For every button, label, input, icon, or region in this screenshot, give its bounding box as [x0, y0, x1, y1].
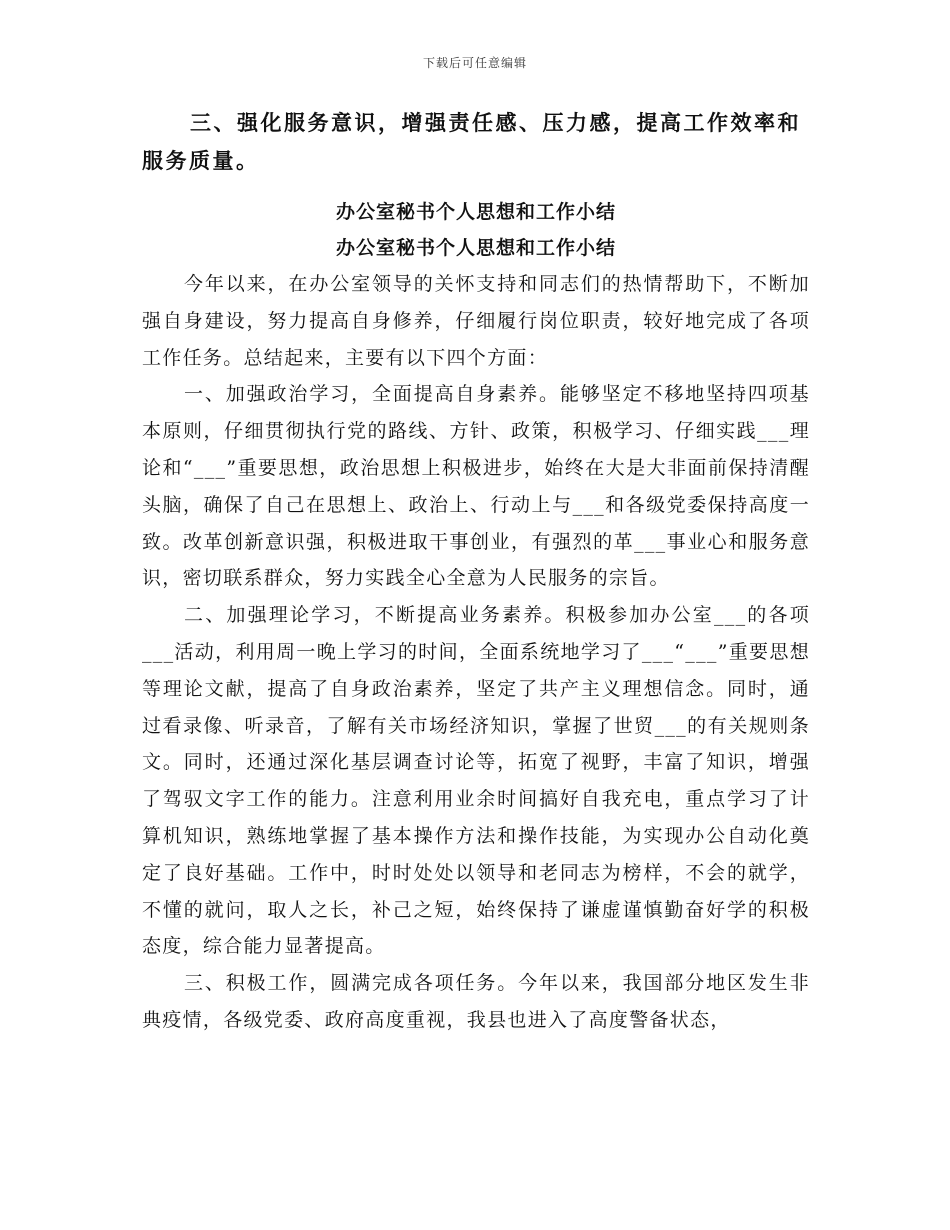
paragraph-intro: 今年以来，在办公室领导的关怀支持和同志们的热情帮助下，不断加强自身建设，努力提高自身修养，仔细履行岗位职责，较好地完成了各项工作任务。总结起来，主要有以下四个方面：	[142, 273, 810, 369]
page-header: 下载后可任意编辑	[422, 56, 527, 70]
paragraph-theory-study: 二、加强理论学习，不断提高业务素养。积极参加办公室___的各项___活动，利用周一晚上学习的时间，全面系统地学习了___“___”重要思想等理论文献，提高了自身政治素养，坚定了共产主义理想信念。同时，通过看录像、听录音，了解有关市场经济知识，掌握了世贸___的有关规则条文。同时，还通过深化基层调查讨论等，拓宽了视野，丰富了知识，增强了驾驭文字工作的能力。注意利用业余时间搞好自我充电，重点学习了计算机知识，熟练地掌握了基本操作方法和操作技能，为实现办公自动化奠定了良好基础。工作中，时时处处以领导和老同志为榜样，不会的就学，不懂的就问，取人之长，补己之短，始终保持了谦虚谨慎勤奋好学的积极态度，综合能力显著提高。	[142, 604, 810, 958]
section-heading: 三、强化服务意识，增强责任感、压力感，提高工作效率和服务质量。	[142, 110, 801, 173]
document-title: 办公室秘书个人思想和工作小结	[335, 201, 616, 223]
paragraph-active-work: 三、积极工作，圆满完成各项任务。今年以来，我国部分地区发生非典疫情，各级党委、政府高度重视，我县也进入了高度警备状态，	[142, 972, 810, 1031]
document-subtitle: 办公室秘书个人思想和工作小结	[335, 237, 616, 259]
document-body	[142, 104, 810, 1039]
paragraph-political-study: 一、加强政治学习，全面提高自身素养。能够坚定不移地坚持四项基本原则，仔细贯彻执行党的路线、方针、政策，积极学习、仔细实践___理论和“___”重要思想，政治思想上积极进步，始终在大是大非面前保持清醒头脑，确保了自己在思想上、政治上、行动上与___和各级党委保持高度一致。改革创新意识强，积极进取干事创业，有强烈的革___事业心和服务意识，密切联系群众，努力实践全心全意为人民服务的宗旨。	[142, 383, 810, 590]
